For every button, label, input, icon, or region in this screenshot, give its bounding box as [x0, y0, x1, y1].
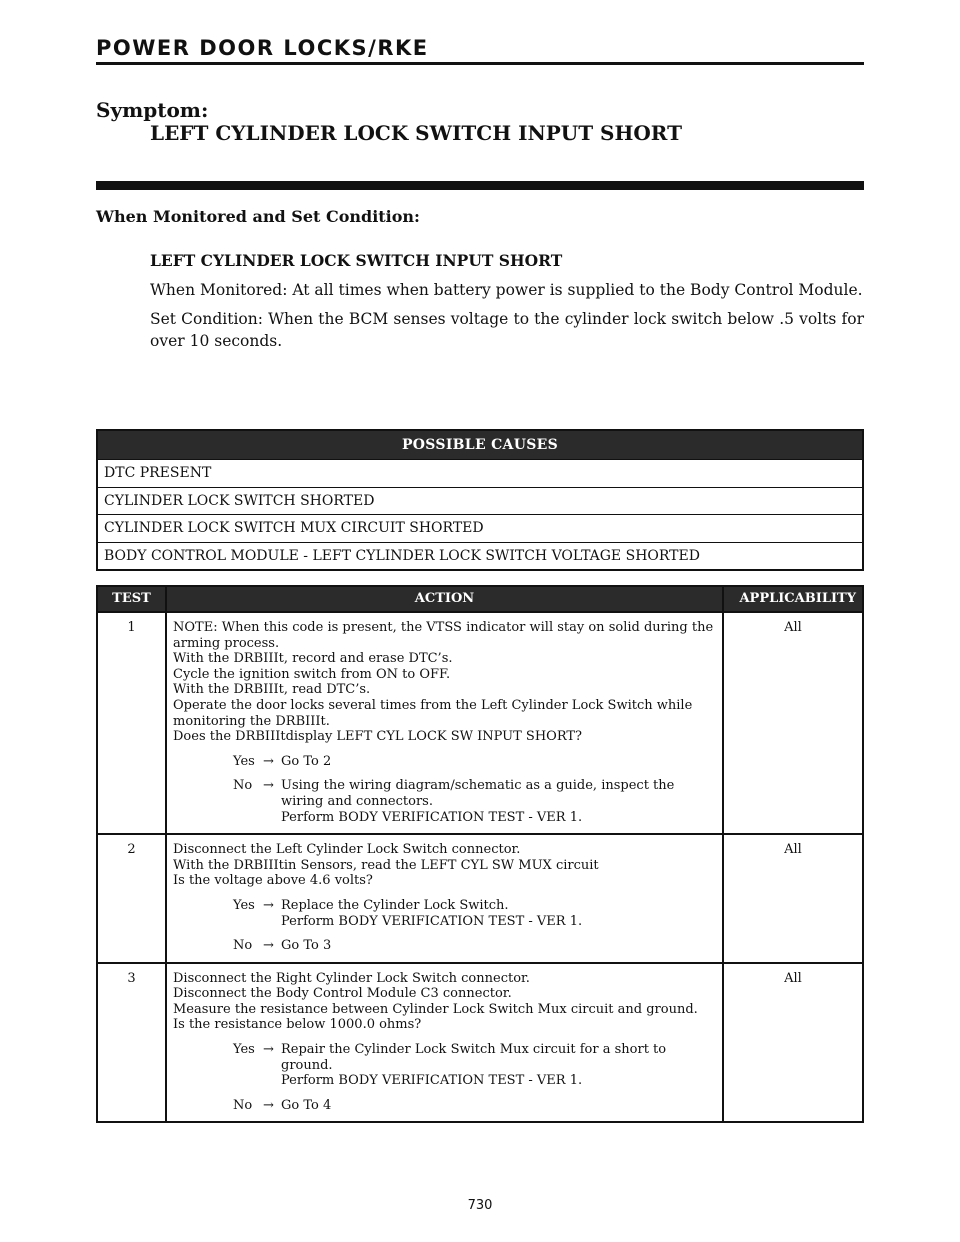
diagnostic-test-table — [96, 585, 864, 1123]
possible-causes-header: POSSIBLE CAUSES — [98, 431, 862, 459]
action-line: Disconnect the Body Control Module C3 connector. — [173, 986, 512, 1002]
action-line: Is the resistance below 1000.0 ohms? — [173, 1017, 422, 1033]
yes-branch — [233, 1042, 716, 1089]
branch-result: ground. — [281, 1057, 333, 1073]
test-number: 1 — [97, 612, 166, 834]
monitored-body — [150, 250, 864, 359]
cause-item: DTC PRESENT — [98, 459, 862, 487]
arrow-icon: → — [263, 897, 274, 913]
action-line: With the DRBIIIt, record and erase DTC’s. — [173, 651, 453, 667]
monitored-heading: When Monitored and Set Condition: — [96, 207, 420, 226]
table-header-row — [97, 586, 863, 612]
symptom-label: Symptom: — [96, 98, 209, 122]
test-action — [166, 612, 723, 834]
branch-result: Replace the Cylinder Lock Switch. — [281, 897, 509, 913]
when-monitored-text: When Monitored: At all times when battery power is supplied to the Body Control Module. — [150, 281, 863, 299]
action-line: NOTE: When this code is present, the VTSS indicator will stay on solid during the — [173, 620, 714, 635]
symptom-title: LEFT CYLINDER LOCK SWITCH INPUT SHORT — [150, 121, 682, 145]
yes-label: Yes — [233, 1042, 255, 1058]
action-line: Cycle the ignition switch from ON to OFF. — [173, 666, 451, 682]
action-line: Disconnect the Right Cylinder Lock Switch connector. — [173, 970, 530, 986]
cause-item: BODY CONTROL MODULE - LEFT CYLINDER LOCK SWITCH VOLTAGE SHORTED — [98, 542, 862, 570]
no-branch — [233, 1098, 716, 1114]
action-line: With the DRBIIIt, read DTC’s. — [173, 682, 371, 698]
no-label: No — [233, 938, 253, 954]
no-branch — [233, 938, 716, 954]
test-applicability: All — [723, 834, 863, 963]
header-applicability: APPLICABILITY — [723, 586, 863, 612]
action-line: Is the voltage above 4.6 volts? — [173, 873, 373, 889]
possible-causes-box — [96, 429, 864, 571]
table-row — [97, 834, 863, 963]
page-number: 730 — [467, 1198, 493, 1213]
branch-result: Using the wiring diagram/schematic as a guide, inspect the — [281, 778, 675, 794]
branch-result: Go To 2 — [281, 753, 332, 769]
test-applicability: All — [723, 612, 863, 834]
branch-result: Repair the Cylinder Lock Switch Mux circuit for a short to — [281, 1042, 667, 1058]
arrow-icon: → — [263, 1097, 274, 1113]
action-line: Measure the resistance between Cylinder Lock Switch Mux circuit and ground. — [173, 1001, 698, 1017]
test-applicability: All — [723, 963, 863, 1123]
yes-label: Yes — [233, 753, 255, 769]
arrow-icon: → — [263, 1042, 274, 1058]
cause-item: CYLINDER LOCK SWITCH MUX CIRCUIT SHORTED — [98, 514, 862, 542]
header-rule — [96, 62, 864, 65]
section-title: POWER DOOR LOCKS/RKE — [96, 36, 429, 60]
arrow-icon: → — [263, 938, 274, 954]
branch-result: Perform BODY VERIFICATION TEST - VER 1. — [281, 809, 583, 825]
test-action — [166, 834, 723, 963]
header-action: ACTION — [166, 586, 723, 612]
no-label: No — [233, 1097, 253, 1113]
yes-branch — [233, 898, 716, 929]
test-number: 3 — [97, 963, 166, 1123]
branch-result: wiring and connectors. — [281, 793, 433, 809]
yes-branch — [233, 754, 716, 770]
action-line: arming process. — [173, 635, 280, 651]
arrow-icon: → — [263, 778, 274, 794]
action-line: Disconnect the Left Cylinder Lock Switch connector. — [173, 842, 521, 858]
table-row — [97, 963, 863, 1123]
no-branch — [233, 778, 716, 825]
cause-item: CYLINDER LOCK SWITCH SHORTED — [98, 487, 862, 515]
branch-result: Perform BODY VERIFICATION TEST - VER 1. — [281, 913, 583, 929]
arrow-icon: → — [263, 753, 274, 769]
branch-result: Go To 3 — [281, 938, 332, 954]
action-line: Operate the door locks several times from the Left Cylinder Lock Switch while — [173, 697, 693, 713]
header-test: TEST — [97, 586, 166, 612]
action-line: Does the DRBIIItdisplay LEFT CYL LOCK SW INPUT SHORT? — [173, 729, 583, 745]
table-row — [97, 612, 863, 834]
branch-result: Perform BODY VERIFICATION TEST - VER 1. — [281, 1073, 583, 1089]
action-line: monitoring the DRBIIIt. — [173, 713, 330, 729]
set-condition-text: Set Condition: When the BCM senses voltage to the cylinder lock switch below .5 volts for over 10 seconds. — [150, 310, 864, 350]
section-divider — [96, 181, 864, 190]
action-line: With the DRBIIItin Sensors, read the LEFT CYL SW MUX circuit — [173, 857, 599, 873]
test-number: 2 — [97, 834, 166, 963]
test-action — [166, 963, 723, 1123]
code-title: LEFT CYLINDER LOCK SWITCH INPUT SHORT — [150, 251, 563, 270]
no-label: No — [233, 778, 253, 794]
yes-label: Yes — [233, 897, 255, 913]
branch-result: Go To 4 — [281, 1097, 332, 1113]
